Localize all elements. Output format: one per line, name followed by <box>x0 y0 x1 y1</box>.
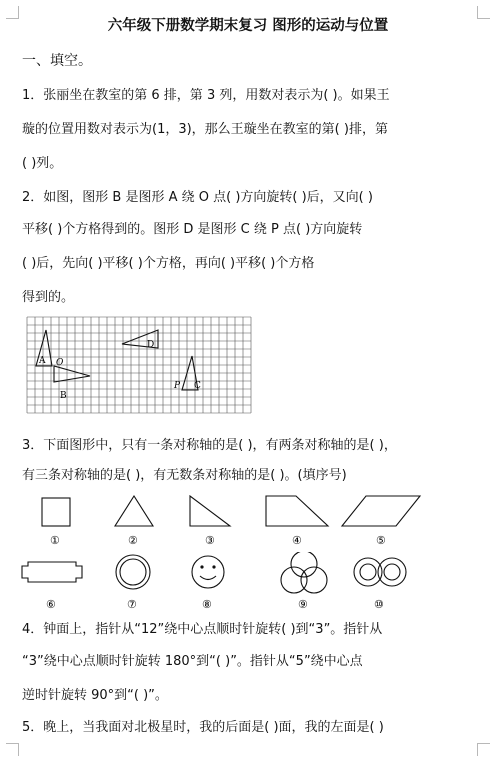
q2-line-1: 2．如图，图形 B 是图形 A 绕 O 点( )方向旋转( )后，又向( ) <box>22 190 373 205</box>
label-c: C <box>194 381 201 391</box>
shape-number-5: ⑤ <box>376 534 386 547</box>
label-o: O <box>56 358 64 368</box>
shape-parallelogram <box>342 496 420 526</box>
q4-line-2: “3”绕中心点顺时针旋转 180°到“( )”。指针从“5”绕中心点 <box>22 654 363 669</box>
shape-double-ring-right-inner <box>384 564 400 580</box>
corner-mark-bottom-left <box>6 743 19 756</box>
q1-line-2: 璇的位置用数对表示为(1，3)，那么王璇坐在教室的第( )排，第 <box>22 122 388 137</box>
shape-number-7: ⑦ <box>127 598 137 611</box>
q2-line-3: ( )后，先向( )平移( )个方格，再向( )平移( )个方格 <box>22 256 315 271</box>
shape-three-circles-right <box>301 567 327 593</box>
label-p: P <box>174 381 181 391</box>
shape-square <box>42 498 70 526</box>
shapes-row-2 <box>20 552 480 616</box>
q1-line-3: ( )列。 <box>22 156 63 171</box>
smiley-left-eye <box>200 565 203 568</box>
rotation-grid-figure <box>26 316 256 418</box>
q4-line-3: 逆时针旋转 90°到“( )”。 <box>22 688 168 703</box>
q2-line-2: 平移( )个方格得到的。图形 D 是图形 C 绕 P 点( )方向旋转 <box>22 222 363 237</box>
q5-line-1: 5．晚上，当我面对北极星时，我的后面是( )面，我的左面是( ) <box>22 720 384 735</box>
shape-notched-banner <box>22 562 82 582</box>
corner-mark-bottom-right <box>477 743 490 756</box>
label-d: D <box>147 340 155 350</box>
label-b: B <box>60 391 67 401</box>
q4-line-1: 4．钟面上，指针从“12”绕中心点顺时针旋转( )到“3”。指针从 <box>22 622 383 637</box>
q2-line-4: 得到的。 <box>22 290 75 305</box>
shape-number-8: ⑧ <box>202 598 212 611</box>
shape-number-2: ② <box>128 534 138 547</box>
q1-line-1: 1．张丽坐在教室的第 6 排，第 3 列，用数对表示为( )。如果王 <box>22 88 390 103</box>
shape-double-ring-left-inner <box>360 564 376 580</box>
shape-equilateral-triangle <box>115 496 153 526</box>
shape-three-circles-top <box>291 552 317 577</box>
shape-right-triangle <box>190 496 230 526</box>
shape-number-10: ⑩ <box>374 598 384 611</box>
shape-ring-inner <box>120 559 146 585</box>
smiley-mouth <box>200 576 216 580</box>
shape-number-1: ① <box>50 534 60 547</box>
q3-line-2: 有三条对称轴的是( )，有无数条对称轴的是( )。(填序号) <box>22 468 347 483</box>
shape-ring-outer <box>116 555 150 589</box>
q3-line-1: 3．下面图形中，只有一条对称轴的是( )，有两条对称轴的是( )， <box>22 438 397 453</box>
triangle-b <box>54 366 90 382</box>
smiley-right-eye <box>212 565 215 568</box>
page-title: 六年级下册数学期末复习 图形的运动与位置 <box>107 18 389 34</box>
shape-number-4: ④ <box>292 534 302 547</box>
shape-number-3: ③ <box>205 534 215 547</box>
grid-diagram <box>26 316 256 414</box>
shape-number-6: ⑥ <box>46 598 56 611</box>
shape-number-9: ⑨ <box>298 598 308 611</box>
label-a: A <box>39 356 46 366</box>
section-heading: 一、填空。 <box>22 53 92 69</box>
shape-three-circles-left <box>281 567 307 593</box>
shape-smiley-face <box>192 556 224 588</box>
shapes-row-1 <box>20 492 480 552</box>
shape-trapezoid <box>266 496 328 526</box>
